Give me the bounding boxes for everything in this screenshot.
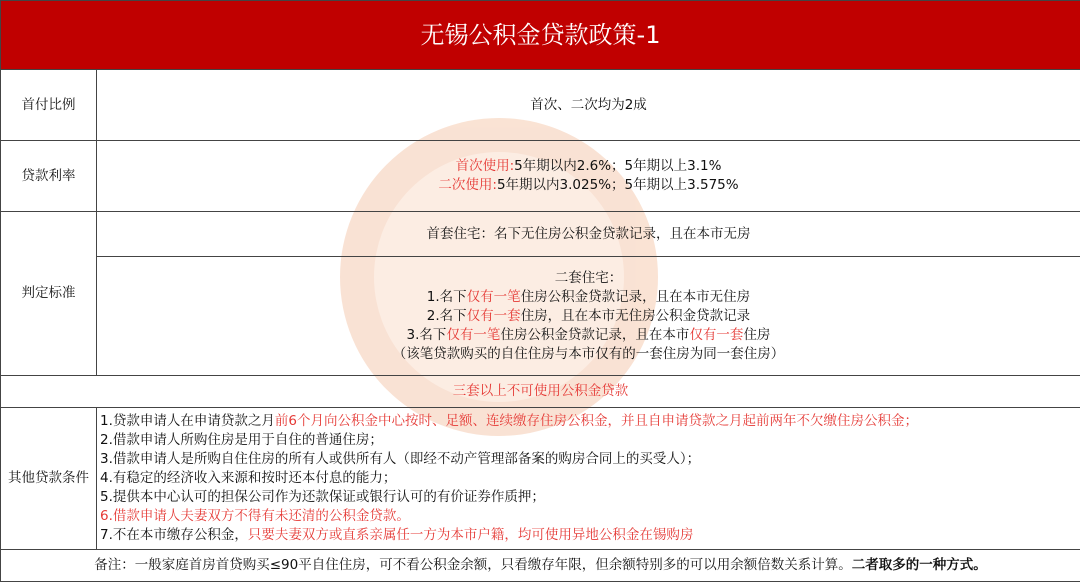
rate-second-text: 5年期以内3.025%；5年期以上3.575% [496, 177, 739, 193]
second-home-line-4: （该笔贷款购买的自住住房与本市仅有的一套住房为同一套住房） [392, 345, 785, 362]
table-title: 无锡公积金贷款政策-1 [1, 1, 1080, 70]
l2-text-b: 住房，且在本市无住房公积金贷款记录 [520, 307, 751, 324]
condition-1-red: 前6个月向公积金中心按时、足额、连续缴存住房公积金，并且自申请贷款之月起前两年不欠缴住房公积金； [274, 413, 918, 429]
condition-7-text: 7.不在本市缴存公积金， [100, 527, 248, 543]
condition-7-red: 只要夫妻双方或直系亲属任一方为本市户籍，均可使用异地公积金在锡购房 [247, 527, 694, 543]
l1-text-a: 1.名下 [426, 288, 467, 305]
three-plus-restriction: 三套以上不可使用公积金贷款 [1, 376, 1080, 408]
condition-2: 2.借款申请人所购住房是用于自住的普通住房； [100, 432, 383, 448]
footnote-text: 备注：一般家庭首房首贷购买≤90平自住住房，可不看公积金余额，只看缴存年限，但余额特别多的可以用余额倍数关系计算。 [94, 557, 852, 573]
rate-first-text: 5年期以内2.6%；5年期以上3.1% [514, 158, 722, 174]
l2-text-a: 2.名下 [426, 307, 467, 324]
second-home-line-1 [97, 288, 1080, 307]
condition-4: 4.有稳定的经济收入来源和按时还本付息的能力； [100, 470, 397, 486]
other-conditions-label: 其他贷款条件 [1, 408, 97, 550]
rate-value [97, 141, 1080, 212]
l2-text-red: 仅有一套 [466, 307, 521, 324]
condition-5: 5.提供本中心认可的担保公司作为还款保证或银行认可的有价证券作质押； [100, 489, 545, 505]
condition-1-text: 1.贷款申请人在申请贷款之月 [100, 413, 275, 429]
rate-label: 贷款利率 [1, 141, 97, 212]
l1-text-red: 仅有一笔 [466, 288, 521, 305]
second-home-title: 二套住宅： [554, 269, 623, 286]
criteria-label: 判定标准 [1, 212, 97, 376]
condition-6: 6.借款申请人夫妻双方不得有未还清的公积金贷款。 [100, 508, 410, 524]
footnote-bold: 二者取多的一种方式。 [851, 557, 987, 573]
condition-3: 3.借款申请人是所购自住住房的所有人或供所有人（即经不动产管理部备案的购房合同上的买受人）； [100, 451, 701, 467]
condition-7 [100, 526, 1080, 545]
l3-text-red-2: 仅有一套 [689, 326, 744, 343]
second-home-line-3 [97, 326, 1080, 345]
down-payment-value: 首次、二次均为2成 [97, 70, 1080, 141]
condition-1 [100, 412, 1080, 431]
down-payment-label: 首付比例 [1, 70, 97, 141]
l3-text-a: 3.名下 [406, 326, 447, 343]
second-home-criteria [97, 257, 1080, 376]
other-conditions-list [97, 408, 1080, 550]
first-home-criteria: 首套住宅：名下无住房公积金贷款记录，且在本市无房 [97, 212, 1080, 257]
l3-text-b: 住房公积金贷款记录，且在本市 [500, 326, 690, 343]
l3-text-red-1: 仅有一笔 [446, 326, 501, 343]
rate-second-line [97, 176, 1080, 195]
l3-text-c: 住房 [743, 326, 771, 343]
second-home-line-2 [97, 307, 1080, 326]
rate-first-prefix: 首次使用: [455, 158, 515, 174]
footnote [1, 550, 1080, 582]
rate-first-line [97, 157, 1080, 176]
rate-second-prefix: 二次使用: [438, 177, 497, 193]
l1-text-b: 住房公积金贷款记录，且在本市无住房 [520, 288, 751, 305]
